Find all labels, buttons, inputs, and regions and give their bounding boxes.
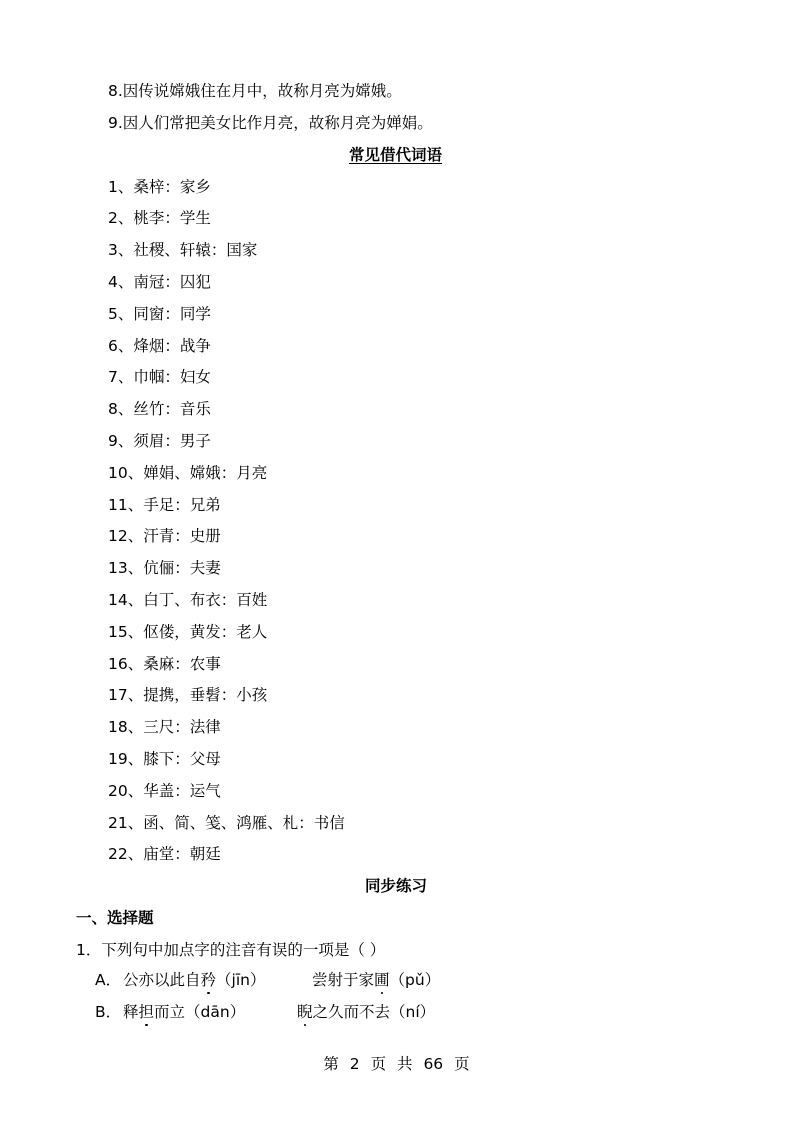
option-a-left [123, 970, 265, 990]
option-b-left-post: 而立（dān） [154, 1003, 246, 1021]
list-item: 22、庙堂：朝廷 [108, 845, 221, 863]
list-item: 17、提携，垂髫：小孩 [108, 686, 268, 704]
option-a-label: A． [95, 971, 122, 989]
list-item: 18、三尺：法律 [108, 718, 221, 736]
list-item: 19、膝下：父母 [108, 750, 221, 768]
list-item: 3、社稷、轩辕：国家 [108, 241, 258, 259]
list-item: 1、桑梓：家乡 [108, 178, 211, 196]
option-b-label: B． [95, 1003, 122, 1021]
list-item: 2、桃李：学生 [108, 209, 211, 227]
list-item: 8、丝竹：音乐 [108, 400, 211, 418]
dotted-char: 圃 [374, 971, 390, 989]
option-a-right-pre: 尝射于家 [312, 971, 375, 989]
option-b-right [297, 1002, 435, 1022]
option-a-right [312, 970, 440, 990]
intro-line-9: 9.因人们常把美女比作月亮，故称月亮为婵娟。 [108, 114, 433, 132]
option-b-left [123, 1002, 245, 1022]
question-1: 1．下列句中加点字的注音有误的一项是（ ） [76, 941, 386, 959]
list-item: 10、婵娟、嫦娥：月亮 [108, 464, 268, 482]
option-a-left-pre: 公亦以此自 [123, 971, 201, 989]
list-item: 21、函、简、笺、鸿雁、札：书信 [108, 814, 345, 832]
list-item: 15、伛偻，黄发：老人 [108, 623, 268, 641]
practice-title: 同步练习 [365, 877, 428, 895]
list-item: 12、汗青：史册 [108, 527, 221, 545]
list-item: 13、伉俪：夫妻 [108, 559, 221, 577]
dotted-char: 担 [138, 1003, 155, 1021]
option-b-right-post: 之久而不去（ní） [312, 1003, 436, 1021]
part-title: 一、选择题 [76, 909, 154, 927]
list-item: 16、桑麻：农事 [108, 655, 221, 673]
option-a-right-post: （pǔ） [389, 971, 441, 989]
option-a-left-post: （jīn） [216, 971, 266, 989]
section-title: 常见借代词语 [349, 146, 443, 164]
page-footer: 第 2 页 共 66 页 [323, 1055, 470, 1073]
list-item: 14、白丁、布衣：百姓 [108, 591, 268, 609]
dotted-char: 睨 [297, 1003, 313, 1021]
dotted-char: 矜 [200, 971, 217, 989]
option-b-left-pre: 释 [123, 1003, 139, 1021]
list-item: 6、烽烟：战争 [108, 337, 211, 355]
list-item: 5、同窗：同学 [108, 305, 211, 323]
list-item: 7、巾帼：妇女 [108, 368, 211, 386]
list-item: 11、手足：兄弟 [108, 496, 221, 514]
list-item: 9、须眉：男子 [108, 432, 211, 450]
intro-line-8: 8.因传说嫦娥住在月中，故称月亮为嫦娥。 [108, 82, 402, 100]
list-item: 4、南冠：囚犯 [108, 273, 211, 291]
list-item: 20、华盖：运气 [108, 782, 221, 800]
